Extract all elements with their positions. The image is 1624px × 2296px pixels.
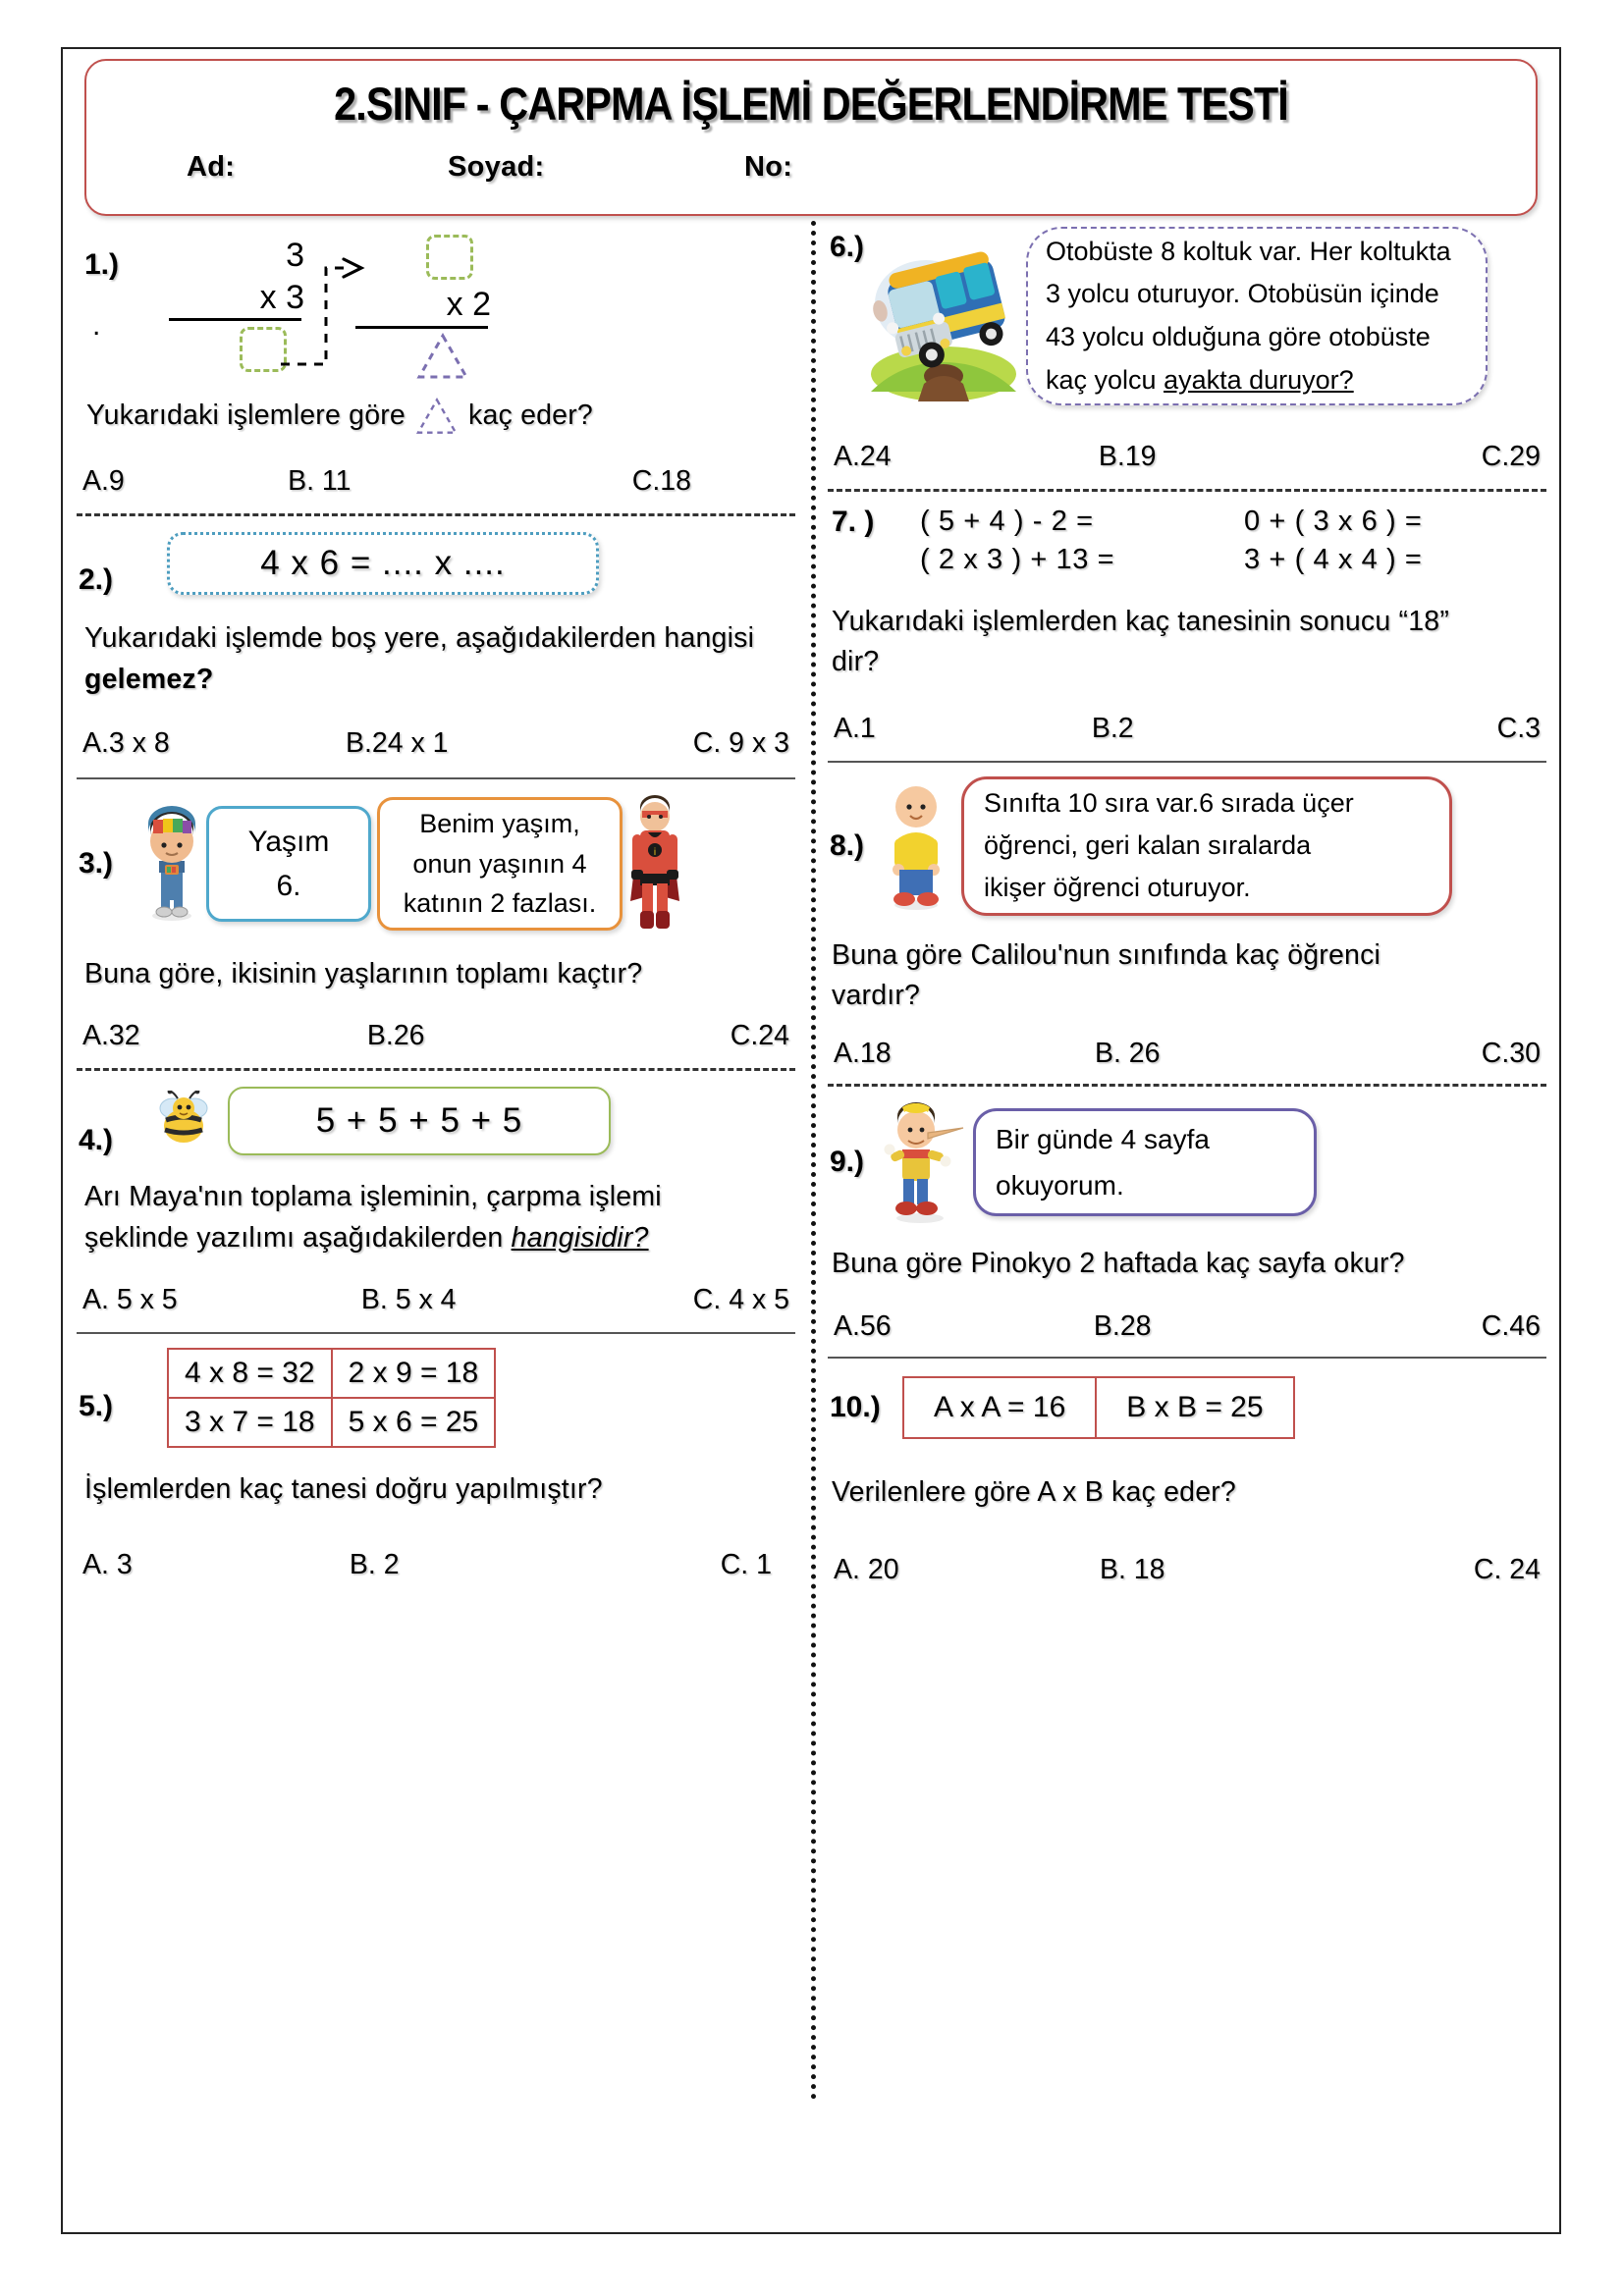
q8-bubble-line2: öğrenci, geri kalan sıralarda	[984, 830, 1312, 861]
table-row	[168, 1398, 495, 1447]
question-10	[824, 1359, 1550, 1600]
bus-illustration-icon	[867, 227, 1020, 401]
q10-options	[830, 1513, 1544, 1600]
q8-text-line2: vardır?	[832, 979, 921, 1011]
q10-option-a[interactable]: A. 20	[834, 1553, 899, 1585]
q8-bubble	[961, 776, 1452, 916]
caillou-character-icon	[881, 781, 951, 911]
q4-text	[79, 1157, 793, 1258]
table-row	[903, 1377, 1294, 1438]
q2-expression: 4 x 6 = .... x ....	[260, 544, 506, 583]
q1-dot: .	[92, 309, 101, 342]
q6-options	[830, 405, 1544, 489]
q10-option-c[interactable]: C. 24	[1473, 1553, 1541, 1585]
q10-values-table	[902, 1376, 1295, 1439]
q8-text-line1: Buna göre Calilou'nun sınıfında kaç öğrenci	[832, 938, 1381, 971]
q7-expressions	[830, 506, 1544, 576]
q5-options	[79, 1510, 793, 1597]
q1-left-top: 3	[286, 237, 304, 274]
right-column	[824, 221, 1550, 1600]
q1-text	[79, 380, 793, 436]
student-info-row	[86, 151, 1536, 196]
left-column	[73, 221, 799, 1597]
surname-label: Soyad:	[448, 151, 545, 183]
q4-text-line1: Arı Maya'nın toplama işleminin, çarpma işlemi	[84, 1181, 662, 1213]
question-1	[73, 221, 799, 513]
q3-bubble-hero	[377, 797, 623, 931]
q2-option-c[interactable]: C. 9 x 3	[692, 726, 789, 759]
q5-number: 5.)	[79, 1389, 114, 1422]
q10-option-b[interactable]: B. 18	[1099, 1553, 1165, 1585]
q8-option-c[interactable]: C.30	[1481, 1038, 1541, 1070]
q6-bubble	[1026, 227, 1488, 405]
q1-options	[79, 436, 793, 513]
svg-text:i: i	[653, 846, 657, 858]
q9-option-c[interactable]: C.46	[1481, 1309, 1541, 1342]
q5-fact-0-0: 4 x 8 = 32	[168, 1349, 332, 1398]
q4-option-a[interactable]: A. 5 x 5	[82, 1283, 178, 1315]
q1-right-top-square-icon	[426, 235, 473, 280]
q2-options	[79, 700, 793, 777]
page-title: 2.SINIF - ÇARPMA İŞLEMİ DEĞERLENDİRME TESTİ	[334, 78, 1288, 130]
q3-option-c[interactable]: C.24	[730, 1020, 789, 1052]
q2-number: 2.)	[79, 563, 114, 597]
questions-area	[63, 221, 1563, 2233]
q7-option-c[interactable]: C.3	[1496, 712, 1541, 744]
q1-number: 1.)	[84, 248, 120, 281]
q7-expr-0-0: ( 5 + 4 ) - 2 =	[920, 506, 1094, 537]
q10-number: 10.)	[830, 1390, 881, 1423]
q2-option-b[interactable]: B.24 x 1	[345, 726, 449, 759]
q5-option-c[interactable]: C. 1	[720, 1549, 772, 1581]
q4-number: 4.)	[79, 1124, 114, 1157]
q9-bubble	[973, 1108, 1317, 1216]
q10-text: Verilenlere göre A x B kaç eder?	[832, 1475, 1236, 1508]
q3-bubble-hero-line2: onun yaşının 4	[412, 848, 587, 879]
q8-options	[830, 1016, 1544, 1084]
q5-option-b[interactable]: B. 2	[349, 1549, 400, 1581]
q2-text-bold: gelemez?	[84, 663, 214, 695]
q4-option-c[interactable]: C. 4 x 5	[692, 1283, 789, 1315]
q6-bubble-line1: Otobüste 8 koltuk var. Her koltukta	[1046, 236, 1451, 266]
q5-option-a[interactable]: A. 3	[82, 1549, 133, 1581]
question-5	[73, 1334, 799, 1597]
q3-bubble-hero-line1: Benim yaşım,	[419, 809, 580, 839]
q6-option-b[interactable]: B.19	[1098, 441, 1157, 472]
q6-bubble-line2: 3 yolcu oturuyor. Otobüsün içinde	[1046, 279, 1439, 309]
question-9	[824, 1087, 1550, 1356]
q9-option-a[interactable]: A.56	[834, 1309, 892, 1342]
q1-multiplication-right	[342, 235, 499, 380]
q4-option-b[interactable]: B. 5 x 4	[360, 1283, 457, 1315]
q10-box-a: A x A = 16	[903, 1377, 1096, 1438]
q5-fact-1-0: 3 x 7 = 18	[168, 1398, 332, 1447]
q8-text	[830, 916, 1544, 1017]
q3-options	[79, 994, 793, 1068]
q9-number: 9.)	[830, 1146, 865, 1179]
q2-option-a[interactable]: A.3 x 8	[82, 726, 170, 759]
q4-expression-box	[228, 1087, 611, 1155]
q4-expression: 5 + 5 + 5 + 5	[315, 1101, 523, 1141]
q9-option-b[interactable]: B.28	[1093, 1309, 1152, 1342]
q8-bubble-line3: ikişer öğrenci oturuyor.	[984, 873, 1251, 903]
q1-text-before: Yukarıdaki işlemlere göre	[86, 400, 406, 431]
q2-text	[79, 597, 793, 700]
boy-character-icon	[139, 806, 204, 922]
q6-number: 6.)	[830, 231, 865, 263]
q6-bubble-line4-wrap	[1046, 359, 1354, 402]
q1-inline-triangle-icon	[415, 398, 459, 435]
q2-expression-box	[167, 532, 599, 595]
column-divider	[811, 221, 816, 2101]
q6-option-a[interactable]: A.24	[834, 441, 892, 472]
question-4	[73, 1071, 799, 1332]
q2-text-main: Yukarıdaki işlemde boş yere, aşağıdakilerden hangisi	[84, 622, 755, 655]
q1-left-operator: x 3	[259, 278, 304, 316]
q9-options	[830, 1285, 1544, 1357]
q7-option-a[interactable]: A.1	[834, 712, 876, 744]
q3-bubble-child	[206, 806, 371, 922]
q7-options	[830, 683, 1544, 761]
name-label: Ad:	[187, 151, 236, 183]
pinocchio-character-icon	[881, 1100, 969, 1224]
q3-text: Buna göre, ikisinin yaşlarının toplamı kaçtır?	[84, 957, 643, 989]
q8-option-b[interactable]: B. 26	[1094, 1038, 1161, 1070]
q7-expr-1-1: 3 + ( 4 x 4 ) =	[1244, 544, 1423, 575]
q1-text-after: kaç eder?	[468, 400, 593, 431]
bee-character-icon	[151, 1091, 214, 1151]
q6-bubble-line4: kaç yolcu	[1046, 364, 1164, 395]
q5-fact-1-1: 5 x 6 = 25	[332, 1398, 496, 1447]
worksheet-header	[84, 59, 1538, 216]
q1-result-triangle-icon	[416, 333, 469, 380]
q4-text-line2-wrap	[84, 1218, 793, 1258]
question-3	[73, 779, 799, 1068]
q9-bubble-line2: okuyorum.	[996, 1170, 1124, 1201]
q1-right-operator: x 2	[446, 286, 491, 323]
q1-option-b[interactable]: B. 11	[288, 465, 352, 498]
q5-facts-table	[167, 1348, 496, 1448]
question-2	[73, 516, 799, 777]
q9-text: Buna göre Pinokyo 2 haftada kaç sayfa okur?	[832, 1248, 1405, 1280]
q8-number: 8.)	[830, 828, 865, 862]
table-row	[168, 1349, 495, 1398]
q3-bubble-child-line2: 6.	[276, 869, 301, 902]
q4-text-italic: hangisidir?	[511, 1221, 649, 1254]
q8-option-a[interactable]: A.18	[834, 1038, 892, 1070]
q3-bubble-child-line1: Yaşım	[247, 825, 330, 858]
q7-option-b[interactable]: B.2	[1091, 712, 1134, 744]
q7-number: 7. )	[832, 506, 875, 538]
number-label: No:	[744, 151, 793, 183]
q6-bubble-italic: ayakta duruyor?	[1164, 364, 1354, 395]
q7-text	[830, 576, 1544, 683]
q7-expr-0-1: 0 + ( 3 x 6 ) =	[1244, 506, 1423, 537]
q3-option-b[interactable]: B.26	[366, 1020, 425, 1052]
q8-bubble-line1: Sınıfta 10 sıra var.6 sırada üçer	[984, 787, 1354, 818]
question-7	[824, 492, 1550, 761]
q6-bubble-line3: 43 yolcu olduğuna göre otobüste	[1046, 322, 1431, 351]
q7-text-line2: dir?	[832, 646, 880, 678]
q3-number: 3.)	[79, 846, 114, 880]
q3-bubble-hero-line3: katının 2 fazlası.	[403, 888, 597, 919]
question-8	[824, 763, 1550, 1085]
q9-bubble-line1: Bir günde 4 sayfa	[996, 1123, 1210, 1154]
q3-option-a[interactable]: A.32	[82, 1020, 140, 1052]
q6-option-c[interactable]: C.29	[1481, 441, 1541, 472]
superhero-character-icon	[624, 795, 685, 933]
q4-text-line2: şeklinde yazılımı aşağıdakilerden	[84, 1221, 512, 1254]
q7-expr-1-0: ( 2 x 3 ) + 13 =	[920, 544, 1115, 575]
worksheet-page	[61, 47, 1561, 2234]
q10-box-b: B x B = 25	[1096, 1377, 1293, 1438]
q5-fact-0-1: 2 x 9 = 18	[332, 1349, 496, 1398]
q1-option-c[interactable]: C.18	[631, 465, 691, 498]
question-6	[824, 221, 1550, 489]
q4-options	[79, 1258, 793, 1332]
q1-option-a[interactable]: A.9	[82, 465, 125, 498]
q7-text-line1: Yukarıdaki işlemlerden kaç tanesinin sonucu “18”	[832, 606, 1450, 637]
q5-text: İşlemlerden kaç tanesi doğru yapılmıştır?	[84, 1472, 603, 1505]
q1-figure	[79, 233, 793, 380]
